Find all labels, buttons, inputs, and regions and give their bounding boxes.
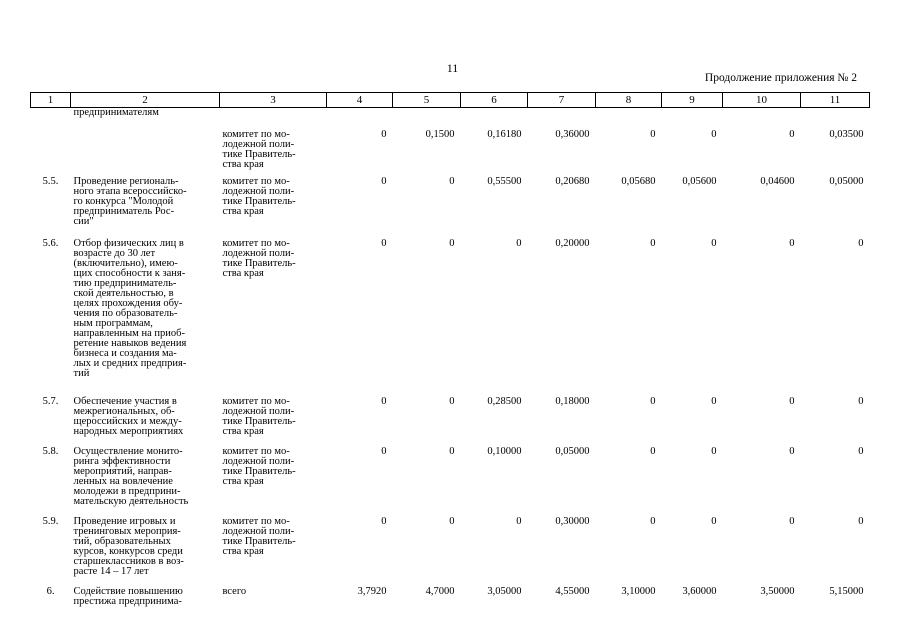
row-number-cell: 6. — [46, 586, 55, 597]
responsible-cell: комитет по мо- лодежной поли- тике Правитель- ства края — [222, 129, 296, 170]
header-cell: 4 — [327, 93, 393, 108]
header-cell: 7 — [528, 93, 596, 108]
value-cell: 3,7920 — [357, 586, 387, 597]
value-cell: 0 — [789, 516, 795, 527]
value-cell: 0,36000 — [555, 129, 590, 140]
value-cell: 0 — [650, 129, 656, 140]
header-cell: 10 — [723, 93, 801, 108]
measure-name-cell: Содействие повышению престижа предпринима- — [73, 586, 183, 607]
value-cell: 3,60000 — [682, 586, 717, 597]
responsible-cell: комитет по мо- лодежной поли- тике Правитель- ства края — [222, 516, 296, 557]
table-row — [31, 130, 870, 177]
header-cell: 1 — [31, 93, 71, 108]
value-cell: 0,30000 — [555, 516, 590, 527]
responsible-cell: комитет по мо- лодежной поли- тике Правитель- ства края — [222, 176, 296, 217]
table-row — [31, 177, 870, 239]
value-cell: 3,50000 — [760, 586, 795, 597]
row-number-cell: 5.7. — [42, 396, 59, 407]
value-cell: 0 — [381, 129, 387, 140]
value-cell: 0 — [858, 446, 864, 457]
value-cell: 0,20000 — [555, 238, 590, 249]
value-cell: 3,05000 — [487, 586, 522, 597]
value-cell: 0 — [449, 238, 455, 249]
row-number-cell: 5.9. — [42, 516, 59, 527]
row-number-cell: 5.8. — [42, 446, 59, 457]
measure-name-cell: предпринимателям — [73, 107, 159, 118]
value-cell: 0 — [381, 396, 387, 407]
appendix-continuation-label: Продолжение приложения № 2 — [704, 72, 857, 84]
measure-name-cell: Обеспечение участия в межрегиональных, об- щероссийских и между- народных мероприятиях — [73, 396, 184, 437]
responsible-cell: комитет по мо- лодежной поли- тике Правитель- ства края — [222, 396, 296, 437]
header-cell: 6 — [461, 93, 528, 108]
value-cell: 0,18000 — [555, 396, 590, 407]
value-cell: 0 — [858, 238, 864, 249]
header-cell: 5 — [393, 93, 461, 108]
measure-name-cell: Проведение региональ- ного этапа всероссийско- го конкурса "Молодой предприниматель Рос- сии" — [73, 176, 187, 227]
value-cell: 0,16180 — [487, 129, 522, 140]
measure-name-cell: Отбор физических лиц в возрасте до 30 лет (включительно), имею- щих способности к заня- тию предприниматель- ской деятельностью, в целях прохождения обу- чения по образователь- ным программам, направленным на приоб- ретение навыков ведения бизнеса и создания ма- лых и средних предприя- тий — [73, 238, 187, 379]
value-cell: 0 — [711, 446, 717, 457]
value-cell: 0 — [711, 396, 717, 407]
value-cell: 0,05000 — [829, 176, 864, 187]
table-row — [31, 239, 870, 397]
value-cell: 0 — [449, 176, 455, 187]
value-cell: 0,55500 — [487, 176, 522, 187]
value-cell: 4,55000 — [555, 586, 590, 597]
value-cell: 0 — [381, 516, 387, 527]
table-row — [31, 447, 870, 517]
value-cell: 0 — [858, 516, 864, 527]
measure-name-cell: Проведение игровых и тренинговых мероприя- тий, образовательных курсов, конкурсов среди старшеклассников в воз- расте 14 – 17 лет — [73, 516, 184, 577]
row-number-cell — [31, 108, 71, 131]
value-cell: 0 — [650, 516, 656, 527]
table-row-continuation — [31, 108, 870, 131]
value-cell: 0 — [381, 446, 387, 457]
responsible-cell: всего — [222, 586, 247, 597]
header-cell: 8 — [596, 93, 662, 108]
value-cell: 0 — [650, 446, 656, 457]
value-cell: 0 — [449, 396, 455, 407]
value-cell: 4,7000 — [425, 586, 455, 597]
header-cell: 11 — [801, 93, 870, 108]
empty-cell — [220, 108, 870, 131]
header-cell: 2 — [71, 93, 220, 108]
value-cell: 0 — [516, 238, 522, 249]
value-cell: 0 — [381, 176, 387, 187]
value-cell: 0,05000 — [555, 446, 590, 457]
value-cell: 0 — [789, 238, 795, 249]
header-cell: 3 — [220, 93, 327, 108]
value-cell: 0 — [650, 238, 656, 249]
value-cell: 0 — [789, 129, 795, 140]
value-cell: 0 — [381, 238, 387, 249]
row-number-cell: 5.6. — [42, 238, 59, 249]
table-row — [31, 517, 870, 587]
value-cell: 0 — [449, 446, 455, 457]
responsible-cell: комитет по мо- лодежной поли- тике Правитель- ства края — [222, 238, 296, 279]
value-cell: 0,1500 — [425, 129, 455, 140]
value-cell: 0,05600 — [682, 176, 717, 187]
value-cell: 0 — [711, 238, 717, 249]
page-number: 11 — [446, 61, 459, 75]
table-row — [31, 397, 870, 447]
value-cell: 0,03500 — [829, 129, 864, 140]
value-cell: 0 — [711, 516, 717, 527]
value-cell: 0 — [449, 516, 455, 527]
value-cell: 0,10000 — [487, 446, 522, 457]
value-cell: 0 — [789, 396, 795, 407]
header-cell: 9 — [662, 93, 723, 108]
table-row — [31, 587, 870, 617]
table-header-row — [31, 93, 870, 108]
responsible-cell: комитет по мо- лодежной поли- тике Правитель- ства края — [222, 446, 296, 487]
value-cell: 0,05680 — [621, 176, 656, 187]
value-cell: 0 — [858, 396, 864, 407]
value-cell: 0 — [516, 516, 522, 527]
row-number-cell: 5.5. — [42, 176, 59, 187]
value-cell: 0,04600 — [760, 176, 795, 187]
measure-name-cell: Осуществление монито- ринга эффективности мероприятий, направ- ленных на вовлечение молодежи в предприни- мательскую деятельность — [73, 446, 189, 507]
value-cell: 3,10000 — [621, 586, 656, 597]
value-cell: 0 — [789, 446, 795, 457]
measure-name-cell — [71, 130, 220, 177]
value-cell: 0 — [650, 396, 656, 407]
value-cell: 5,15000 — [829, 586, 864, 597]
value-cell: 0,20680 — [555, 176, 590, 187]
row-number-cell — [31, 130, 71, 177]
value-cell: 0 — [711, 129, 717, 140]
value-cell: 0,28500 — [487, 396, 522, 407]
budget-table — [30, 92, 870, 617]
